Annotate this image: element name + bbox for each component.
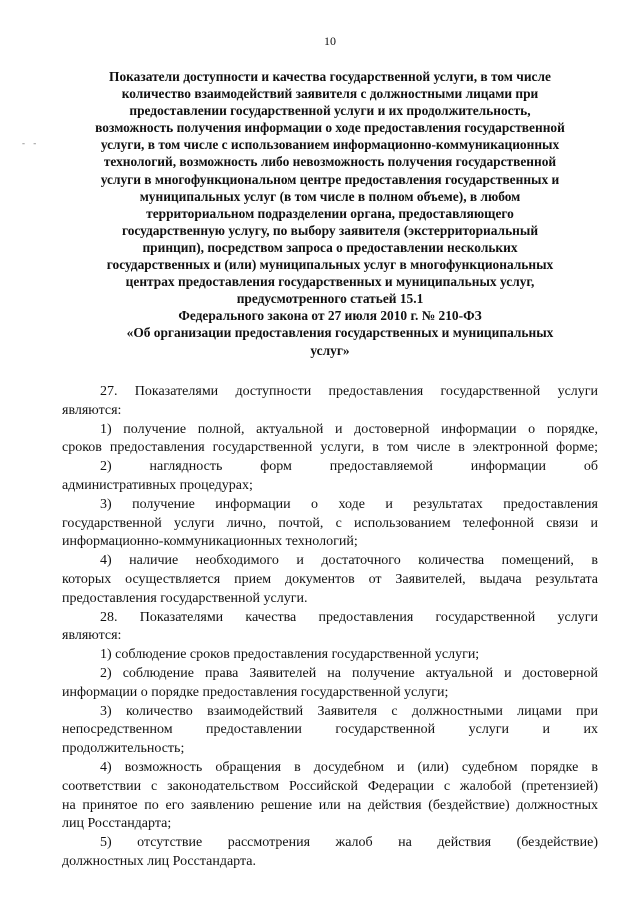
heading-line: Показатели доступности и качества государственной услуги, в том числе — [109, 69, 551, 84]
margin-mark: - - — [22, 138, 40, 148]
body-line: информационно-коммуникационных технологий; — [62, 534, 358, 550]
heading-line: услуг» — [310, 342, 350, 358]
body-line: на принятое по его заявлению решение или на действия (бездействие) должностных — [62, 797, 598, 813]
body-line: лиц Росстандарта; — [62, 816, 172, 832]
heading-line: «Об организации предоставления государственных и муниципальных — [126, 325, 554, 341]
body-line: 2) соблюдение права Заявителей на получение актуальной и достоверной — [100, 665, 598, 681]
body-line: соответствии с законодательством Российской Федерации с жалобой (претензией) — [62, 778, 598, 794]
body-line: 1) получение полной, актуальной и достоверной информации о порядке, — [100, 421, 598, 437]
body-line: 27. Показателями доступности предоставления государственной услуги — [100, 384, 598, 399]
body-line: предоставления государственной услуги. — [62, 590, 308, 606]
body-line: являются: — [62, 628, 122, 644]
body-line: продолжительность; — [62, 741, 185, 757]
heading-line: государственную услугу, по выбору заявителя (экстерриториальный — [121, 222, 539, 238]
body-line: информации о порядке предоставления государственной услуги; — [62, 684, 449, 700]
heading-line: возможность получения информации о ходе предоставления государственной — [95, 120, 565, 136]
heading-line: муниципальных услуг (в том числе в полном объеме), в любом — [139, 188, 521, 204]
body-line: 28. Показателями качества предоставления государственной услуги — [100, 609, 598, 625]
heading-line: государственных и (или) муниципальных услуг в многофункциональных — [106, 257, 554, 273]
document-body — [62, 383, 598, 872]
heading-line: предусмотренного статьей 15.1 — [236, 291, 424, 307]
body-line: должностных лиц Росстандарта. — [62, 853, 257, 869]
body-line: 4) возможность обращения в досудебном и (или) судебном порядке в — [100, 759, 598, 775]
heading-line: принцип), посредством запроса о предоставлении нескольких — [142, 239, 518, 255]
heading-line: предоставлении государственной услуги и их продолжительность, — [129, 103, 531, 119]
body-line: административных процедурах; — [62, 477, 253, 493]
heading-line: технологий, возможность либо невозможность получения государственной — [103, 154, 557, 170]
heading-line: услуги в многофункциональном центре предоставления государственных и — [100, 171, 560, 187]
page-number: 10 — [324, 34, 336, 48]
body-line: 2) наглядность форм предоставляемой информации об — [100, 459, 598, 475]
body-line: 3) количество взаимодействий Заявителя с должностными лицами при — [100, 703, 598, 719]
body-line: которых осуществляется прием документов от Заявителей, выдача результата — [62, 571, 598, 587]
heading-line: количество взаимодействий заявителя с должностными лицами при — [121, 86, 539, 102]
body-line: государственной услуги лично, почтой, с использованием телефонной связи и — [62, 515, 598, 531]
body-line: 5) отсутствие рассмотрения жалоб на действия (бездействие) — [100, 835, 598, 851]
heading-line: услуги, в том числе с использованием информационно-коммуникационных — [100, 137, 560, 153]
section-heading — [62, 68, 598, 359]
body-line: сроков предоставления государственной услуги, в том числе в электронной форме; — [62, 440, 598, 456]
body-line: 3) получение информации о ходе и результатах предоставления — [100, 496, 598, 512]
heading-line: центрах предоставления государственных и муниципальных услуг, — [125, 274, 535, 290]
heading-line: территориальном подразделении органа, предоставляющего — [146, 205, 514, 221]
body-line: являются: — [62, 402, 122, 418]
body-line: 4) наличие необходимого и достаточного количества помещений, в — [100, 553, 598, 569]
body-line: непосредственном предоставлении государственной услуги и их — [62, 722, 598, 738]
body-line: 1) соблюдение сроков предоставления государственной услуги; — [100, 647, 480, 663]
heading-line: Федерального закона от 27 июля 2010 г. № 210-ФЗ — [178, 308, 482, 324]
